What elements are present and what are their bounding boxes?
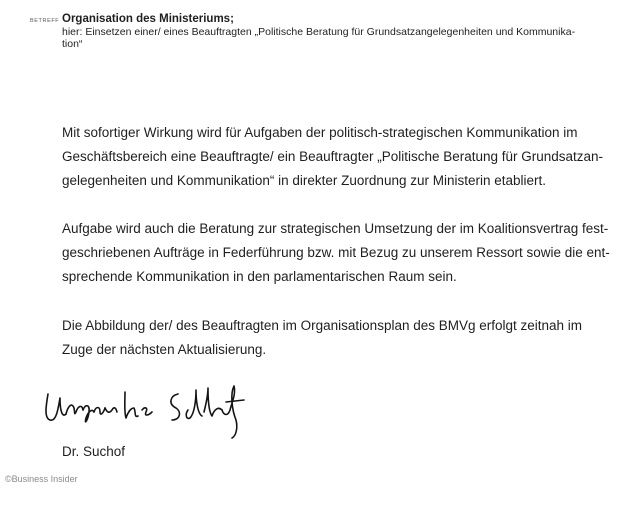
text-line: sprechende Kommunikation in den parlamentarischen Raum sein. xyxy=(62,269,457,284)
text-line: geschriebenen Aufträge in Federführung bzw. mit Bezug zu unserem Ressort sowie die ent- xyxy=(62,245,610,260)
text-line: Geschäftsbereich eine Beauftragte/ ein Beauftragter „Politische Beratung für Grundsatzan- xyxy=(62,149,604,164)
text-line: Mit sofortiger Wirkung wird für Aufgaben der politisch-strategischen Kommunikation im xyxy=(62,125,578,140)
text-line: Die Abbildung der/ des Beauftragten im Organisationsplan des BMVg erfolgt zeitnah im xyxy=(62,318,583,333)
handwritten-signature xyxy=(30,372,280,442)
paragraph xyxy=(62,314,582,362)
signer-name: Dr. Suchof xyxy=(62,444,126,459)
subject-line: tion“ xyxy=(62,38,83,50)
subject-block xyxy=(62,13,602,50)
text-line: Zuge der nächsten Aktualisierung. xyxy=(62,342,267,357)
text-line: Aufgabe wird auch die Beratung zur strategischen Umsetzung der im Koalitionsvertrag fest- xyxy=(62,221,609,236)
paragraph xyxy=(62,121,603,193)
text-line: gelegenheiten und Kommunikation“ in direkter Zuordnung zur Ministerin etabliert. xyxy=(62,173,547,188)
subject-label: BETREFF xyxy=(30,18,60,24)
subject-title: Organisation des Ministeriums; xyxy=(62,13,234,25)
subject-line: hier: Einsetzen einer/ eines Beauftragten „Politische Beratung für Grundsatzangelegenheiten und Kommunika- xyxy=(62,26,576,38)
paragraph xyxy=(62,217,610,289)
image-credit: ©Business Insider xyxy=(5,474,78,484)
